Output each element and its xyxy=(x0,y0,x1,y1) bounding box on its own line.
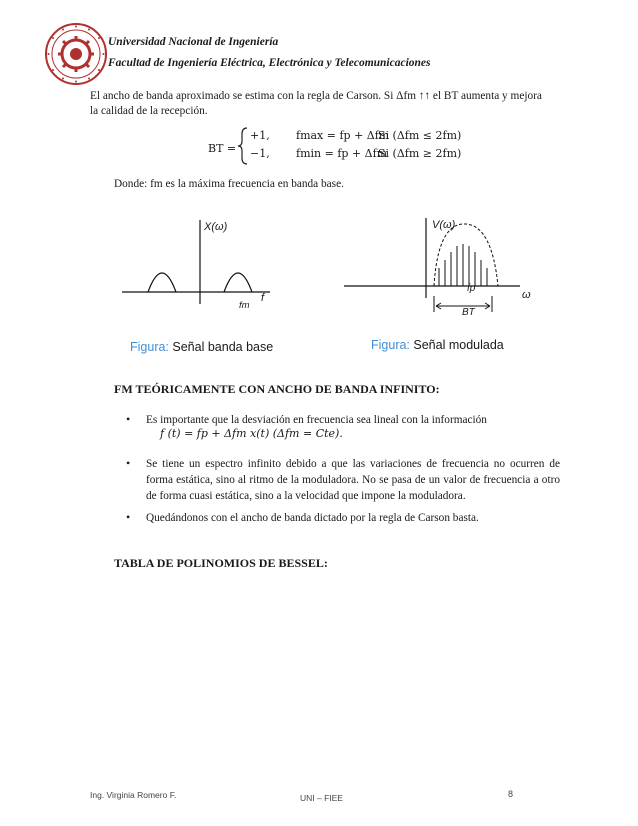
formula-lhs: BT = xyxy=(208,142,237,155)
university-name: Universidad Nacional de Ingeniería xyxy=(108,36,279,48)
modulated-y-label: V(ω) xyxy=(432,219,456,231)
baseband-caption xyxy=(130,340,273,354)
intro-line-1: El ancho de banda aproximado se estima con la regla de Carson. Si Δfm ↑↑ el BT aumenta y mejora xyxy=(90,90,542,102)
bullet-1-symbol: • xyxy=(126,412,131,426)
formula-row1-sign: +1, xyxy=(250,129,270,142)
modulated-caption-text: Señal modulada xyxy=(413,338,504,352)
baseband-caption-text: Señal banda base xyxy=(172,340,274,354)
bullet-3-text: Quedándonos con el ancho de banda dictado por la regla de Carson basta. xyxy=(146,512,479,524)
formula-row2-sign: −1, xyxy=(250,147,270,160)
bullet-2-symbol: • xyxy=(126,456,131,470)
modulated-caption xyxy=(371,338,504,352)
formula-row1-condition: Si (Δfm ≤ 2fm) xyxy=(378,129,462,142)
baseband-x-label: f xyxy=(261,292,265,304)
baseband-caption-key: Figura: xyxy=(130,340,169,354)
bullet-1-text: Es importante que la desviación en frecuencia sea lineal con la información xyxy=(146,414,487,426)
university-seal xyxy=(44,22,108,86)
baseband-fm-label: fm xyxy=(239,300,250,311)
formula-brace xyxy=(236,126,250,166)
baseband-y-label: X(ω) xyxy=(204,221,228,233)
formula-row1-equation: fmax = fp + Δfm xyxy=(296,129,390,142)
modulated-caption-key: Figura: xyxy=(371,338,410,352)
page-number: 8 xyxy=(508,789,514,799)
donde-text: Donde: fm es la máxima frecuencia en banda base. xyxy=(114,178,344,190)
section-heading: FM TEÓRICAMENTE CON ANCHO DE BANDA INFINITO: xyxy=(114,382,440,396)
modulated-fp-label: fp xyxy=(467,283,476,294)
faculty-name: Facultad de Ingeniería Eléctrica, Electrónica y Telecomunicaciones xyxy=(108,57,431,69)
bessel-heading: TABLA DE POLINOMIOS DE BESSEL: xyxy=(114,556,328,570)
footer-center: UNI – FIEE xyxy=(300,793,343,803)
modulated-bt-label: BT xyxy=(462,307,475,318)
bullet-3-symbol: • xyxy=(126,510,131,524)
intro-line-2: la calidad de la recepción. xyxy=(90,105,208,117)
formula-row2-condition: Si (Δfm ≥ 2fm) xyxy=(378,147,462,160)
bullet-2-text: Se tiene un espectro infinito debido a que las variaciones de frecuencia no ocurren de forma estática, sino al ritmo de la moduladora. No se pasa de un valor de frecuencia a otro de forma cuasi estática, sino a la velocidad que impone la moduladora. xyxy=(146,458,560,502)
footer-author: Ing. Virginia Romero F. xyxy=(90,790,177,800)
bullet-1-math: f (t) = fp + Δfm x(t) (Δfm = Cte). xyxy=(160,427,343,440)
formula-row2-equation: fmin = fp + Δfm xyxy=(296,147,388,160)
modulated-x-label: ω xyxy=(522,289,531,301)
